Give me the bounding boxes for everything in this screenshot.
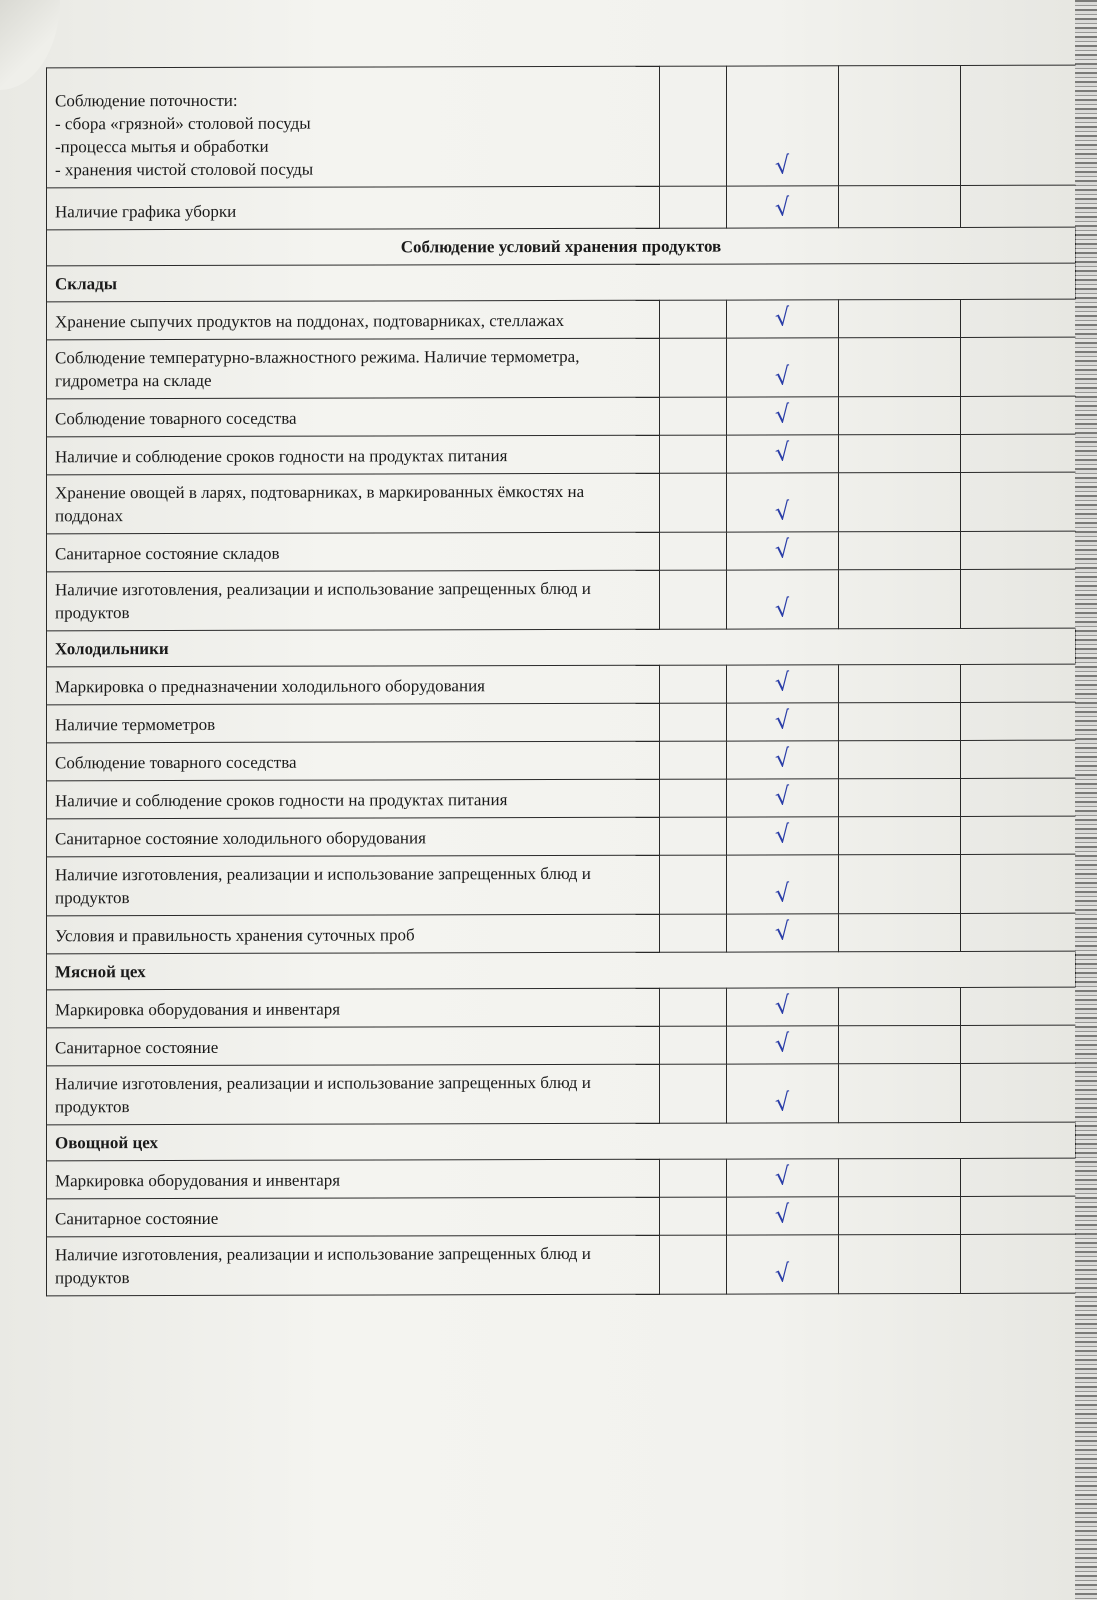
- empty-cell: [838, 65, 960, 185]
- table-row: [47, 299, 1076, 340]
- check-cell: [726, 300, 838, 338]
- check-mark: √: [773, 743, 792, 774]
- table-row: [47, 472, 1076, 534]
- check-mark: √: [773, 667, 792, 698]
- check-cell: [726, 186, 838, 228]
- check-cell: [726, 914, 838, 952]
- criterion-cell: Наличие изготовления, реализации и использование запрещенных блюд и продуктов: [47, 1064, 660, 1125]
- empty-cell: [660, 988, 726, 1026]
- group-title-fridges: Холодильники: [47, 628, 1076, 667]
- check-mark: √: [773, 302, 792, 333]
- empty-cell: [660, 703, 726, 741]
- criterion-cell: Маркировка о предназначении холодильного оборудования: [47, 665, 660, 705]
- check-mark: √: [773, 1028, 792, 1059]
- empty-cell: [960, 299, 1075, 337]
- check-cell: [726, 1026, 838, 1064]
- criterion-cell: Наличие графика уборки: [47, 186, 660, 230]
- check-mark: √: [773, 534, 792, 565]
- empty-cell: [838, 854, 960, 913]
- empty-cell: [960, 1158, 1075, 1196]
- empty-cell: [660, 1159, 726, 1197]
- group-title-vegetable-shop: Овощной цех: [47, 1122, 1076, 1161]
- table-row: [47, 1196, 1076, 1237]
- checklist-table: [46, 65, 1076, 1297]
- section-title: Соблюдение условий хранения продуктов: [47, 227, 1076, 266]
- empty-cell: [838, 472, 960, 531]
- criterion-cell: Условия и правильность хранения суточных проб: [47, 914, 660, 954]
- empty-cell: [838, 740, 960, 778]
- group-row: [47, 263, 1076, 302]
- table-row: [47, 778, 1076, 819]
- empty-cell: [660, 779, 726, 817]
- table-row: [47, 569, 1076, 631]
- empty-cell: [960, 65, 1075, 185]
- empty-cell: [960, 569, 1075, 628]
- criterion-cell: Наличие изготовления, реализации и использование запрещенных блюд и продуктов: [47, 855, 660, 916]
- criterion-cell: Санитарное состояние холодильного оборудования: [47, 817, 660, 857]
- empty-cell: [660, 1235, 726, 1294]
- check-cell: [726, 473, 838, 532]
- criterion-cell: Хранение овощей в ларях, подтоварниках, в маркированных ёмкостях на поддонах: [47, 473, 660, 534]
- check-mark: √: [773, 399, 792, 430]
- table-row: [47, 913, 1076, 954]
- check-mark: √: [773, 437, 792, 468]
- empty-cell: [838, 1063, 960, 1122]
- group-row: [47, 951, 1076, 990]
- table-row: [47, 854, 1076, 916]
- empty-cell: [660, 741, 726, 779]
- empty-cell: [838, 1196, 960, 1234]
- empty-cell: [838, 987, 960, 1025]
- empty-cell: [838, 299, 960, 337]
- table-row: [47, 664, 1076, 705]
- empty-cell: [960, 531, 1075, 569]
- check-cell: [726, 1197, 838, 1235]
- check-cell: [726, 1235, 838, 1294]
- empty-cell: [660, 397, 726, 435]
- empty-cell: [660, 817, 726, 855]
- empty-cell: [660, 570, 726, 629]
- check-mark: √: [773, 781, 792, 812]
- empty-cell: [838, 337, 960, 396]
- empty-cell: [960, 1025, 1075, 1063]
- empty-cell: [838, 702, 960, 740]
- check-cell: [726, 988, 838, 1026]
- check-mark: √: [773, 916, 792, 947]
- empty-cell: [660, 532, 726, 570]
- empty-cell: [960, 664, 1075, 702]
- table-row: [47, 65, 1076, 188]
- empty-cell: [660, 186, 726, 228]
- check-mark: √: [773, 361, 792, 392]
- check-mark: √: [773, 496, 792, 527]
- table-row: [47, 1025, 1076, 1066]
- check-cell: [726, 665, 838, 703]
- empty-cell: [960, 778, 1075, 816]
- empty-cell: [960, 854, 1075, 913]
- criterion-cell: Наличие и соблюдение сроков годности на продуктах питания: [47, 779, 660, 819]
- table-row: [47, 702, 1076, 743]
- check-cell: [726, 779, 838, 817]
- table-row: [47, 1234, 1076, 1296]
- table-row: [47, 1158, 1076, 1199]
- empty-cell: [660, 855, 726, 914]
- empty-cell: [838, 396, 960, 434]
- criterion-cell: Санитарное состояние: [47, 1026, 660, 1066]
- criterion-cell: Соблюдение температурно-влажностного режима. Наличие термометра, гидрометра на складе: [47, 338, 660, 399]
- empty-cell: [838, 434, 960, 472]
- empty-cell: [838, 1025, 960, 1063]
- check-cell: [726, 66, 838, 186]
- empty-cell: [838, 1158, 960, 1196]
- section-row: [47, 227, 1076, 266]
- check-mark: √: [773, 1161, 792, 1192]
- empty-cell: [960, 913, 1075, 951]
- empty-cell: [838, 778, 960, 816]
- table-row: [47, 816, 1076, 857]
- empty-cell: [960, 337, 1075, 396]
- empty-cell: [960, 740, 1075, 778]
- check-cell: [726, 435, 838, 473]
- check-cell: [726, 570, 838, 629]
- criterion-cell: Соблюдение товарного соседства: [47, 397, 660, 437]
- empty-cell: [660, 1197, 726, 1235]
- table-row: [47, 1063, 1076, 1125]
- empty-cell: [960, 396, 1075, 434]
- empty-cell: [960, 472, 1075, 531]
- empty-cell: [960, 1196, 1075, 1234]
- check-cell: [726, 397, 838, 435]
- criterion-cell: Наличие термометров: [47, 703, 660, 743]
- check-mark: √: [773, 705, 792, 736]
- empty-cell: [660, 1026, 726, 1064]
- criterion-cell: Маркировка оборудования и инвентаря: [47, 988, 660, 1028]
- criterion-cell: Наличие изготовления, реализации и использование запрещенных блюд и продуктов: [47, 1235, 660, 1296]
- criterion-cell: Наличие и соблюдение сроков годности на продуктах питания: [47, 435, 660, 475]
- check-mark: √: [773, 819, 792, 850]
- group-row: [47, 1122, 1076, 1161]
- empty-cell: [660, 1064, 726, 1123]
- check-mark: √: [773, 1258, 792, 1289]
- check-mark: √: [773, 878, 792, 909]
- check-cell: [726, 1159, 838, 1197]
- check-mark: √: [773, 1199, 792, 1230]
- check-mark: √: [773, 990, 792, 1021]
- scanned-edge: [1075, 0, 1097, 1600]
- check-mark: √: [773, 150, 792, 181]
- table-row: [47, 396, 1076, 437]
- check-cell: [726, 855, 838, 914]
- criterion-cell: Хранение сыпучих продуктов на поддонах, подтоварниках, стеллажах: [47, 300, 660, 340]
- empty-cell: [838, 1234, 960, 1293]
- check-cell: [726, 532, 838, 570]
- check-cell: [726, 817, 838, 855]
- empty-cell: [960, 1063, 1075, 1122]
- table-row: [47, 185, 1076, 230]
- check-cell: [726, 1064, 838, 1123]
- table-row: [47, 987, 1076, 1028]
- table-row: [47, 531, 1076, 572]
- empty-cell: [960, 185, 1075, 227]
- table-row: [47, 337, 1076, 399]
- empty-cell: [960, 987, 1075, 1025]
- empty-cell: [660, 66, 726, 186]
- table-row: [47, 740, 1076, 781]
- empty-cell: [838, 913, 960, 951]
- empty-cell: [660, 300, 726, 338]
- empty-cell: [838, 185, 960, 227]
- check-mark: √: [773, 192, 792, 223]
- group-title-warehouses: Склады: [47, 263, 1076, 302]
- empty-cell: [660, 665, 726, 703]
- empty-cell: [960, 816, 1075, 854]
- table-row: [47, 434, 1076, 475]
- criterion-cell: Маркировка оборудования и инвентаря: [47, 1159, 660, 1199]
- check-cell: [726, 703, 838, 741]
- empty-cell: [660, 473, 726, 532]
- criterion-cell: Соблюдение поточности: - сбора «грязной» столовой посуды -процесса мытья и обработки - хранения чистой столовой посуды: [47, 66, 660, 188]
- check-cell: [726, 338, 838, 397]
- criterion-cell: Наличие изготовления, реализации и использование запрещенных блюд и продуктов: [47, 570, 660, 631]
- empty-cell: [838, 569, 960, 628]
- empty-cell: [838, 816, 960, 854]
- empty-cell: [660, 435, 726, 473]
- empty-cell: [960, 434, 1075, 472]
- check-mark: √: [773, 593, 792, 624]
- group-title-meat-shop: Мясной цех: [47, 951, 1076, 990]
- empty-cell: [960, 1234, 1075, 1293]
- empty-cell: [960, 702, 1075, 740]
- criterion-cell: Санитарное состояние складов: [47, 532, 660, 572]
- group-row: [47, 628, 1076, 667]
- check-mark: √: [773, 1087, 792, 1118]
- criterion-cell: Соблюдение товарного соседства: [47, 741, 660, 781]
- empty-cell: [838, 664, 960, 702]
- empty-cell: [660, 338, 726, 397]
- check-cell: [726, 741, 838, 779]
- empty-cell: [660, 914, 726, 952]
- criterion-cell: Санитарное состояние: [47, 1197, 660, 1237]
- empty-cell: [838, 531, 960, 569]
